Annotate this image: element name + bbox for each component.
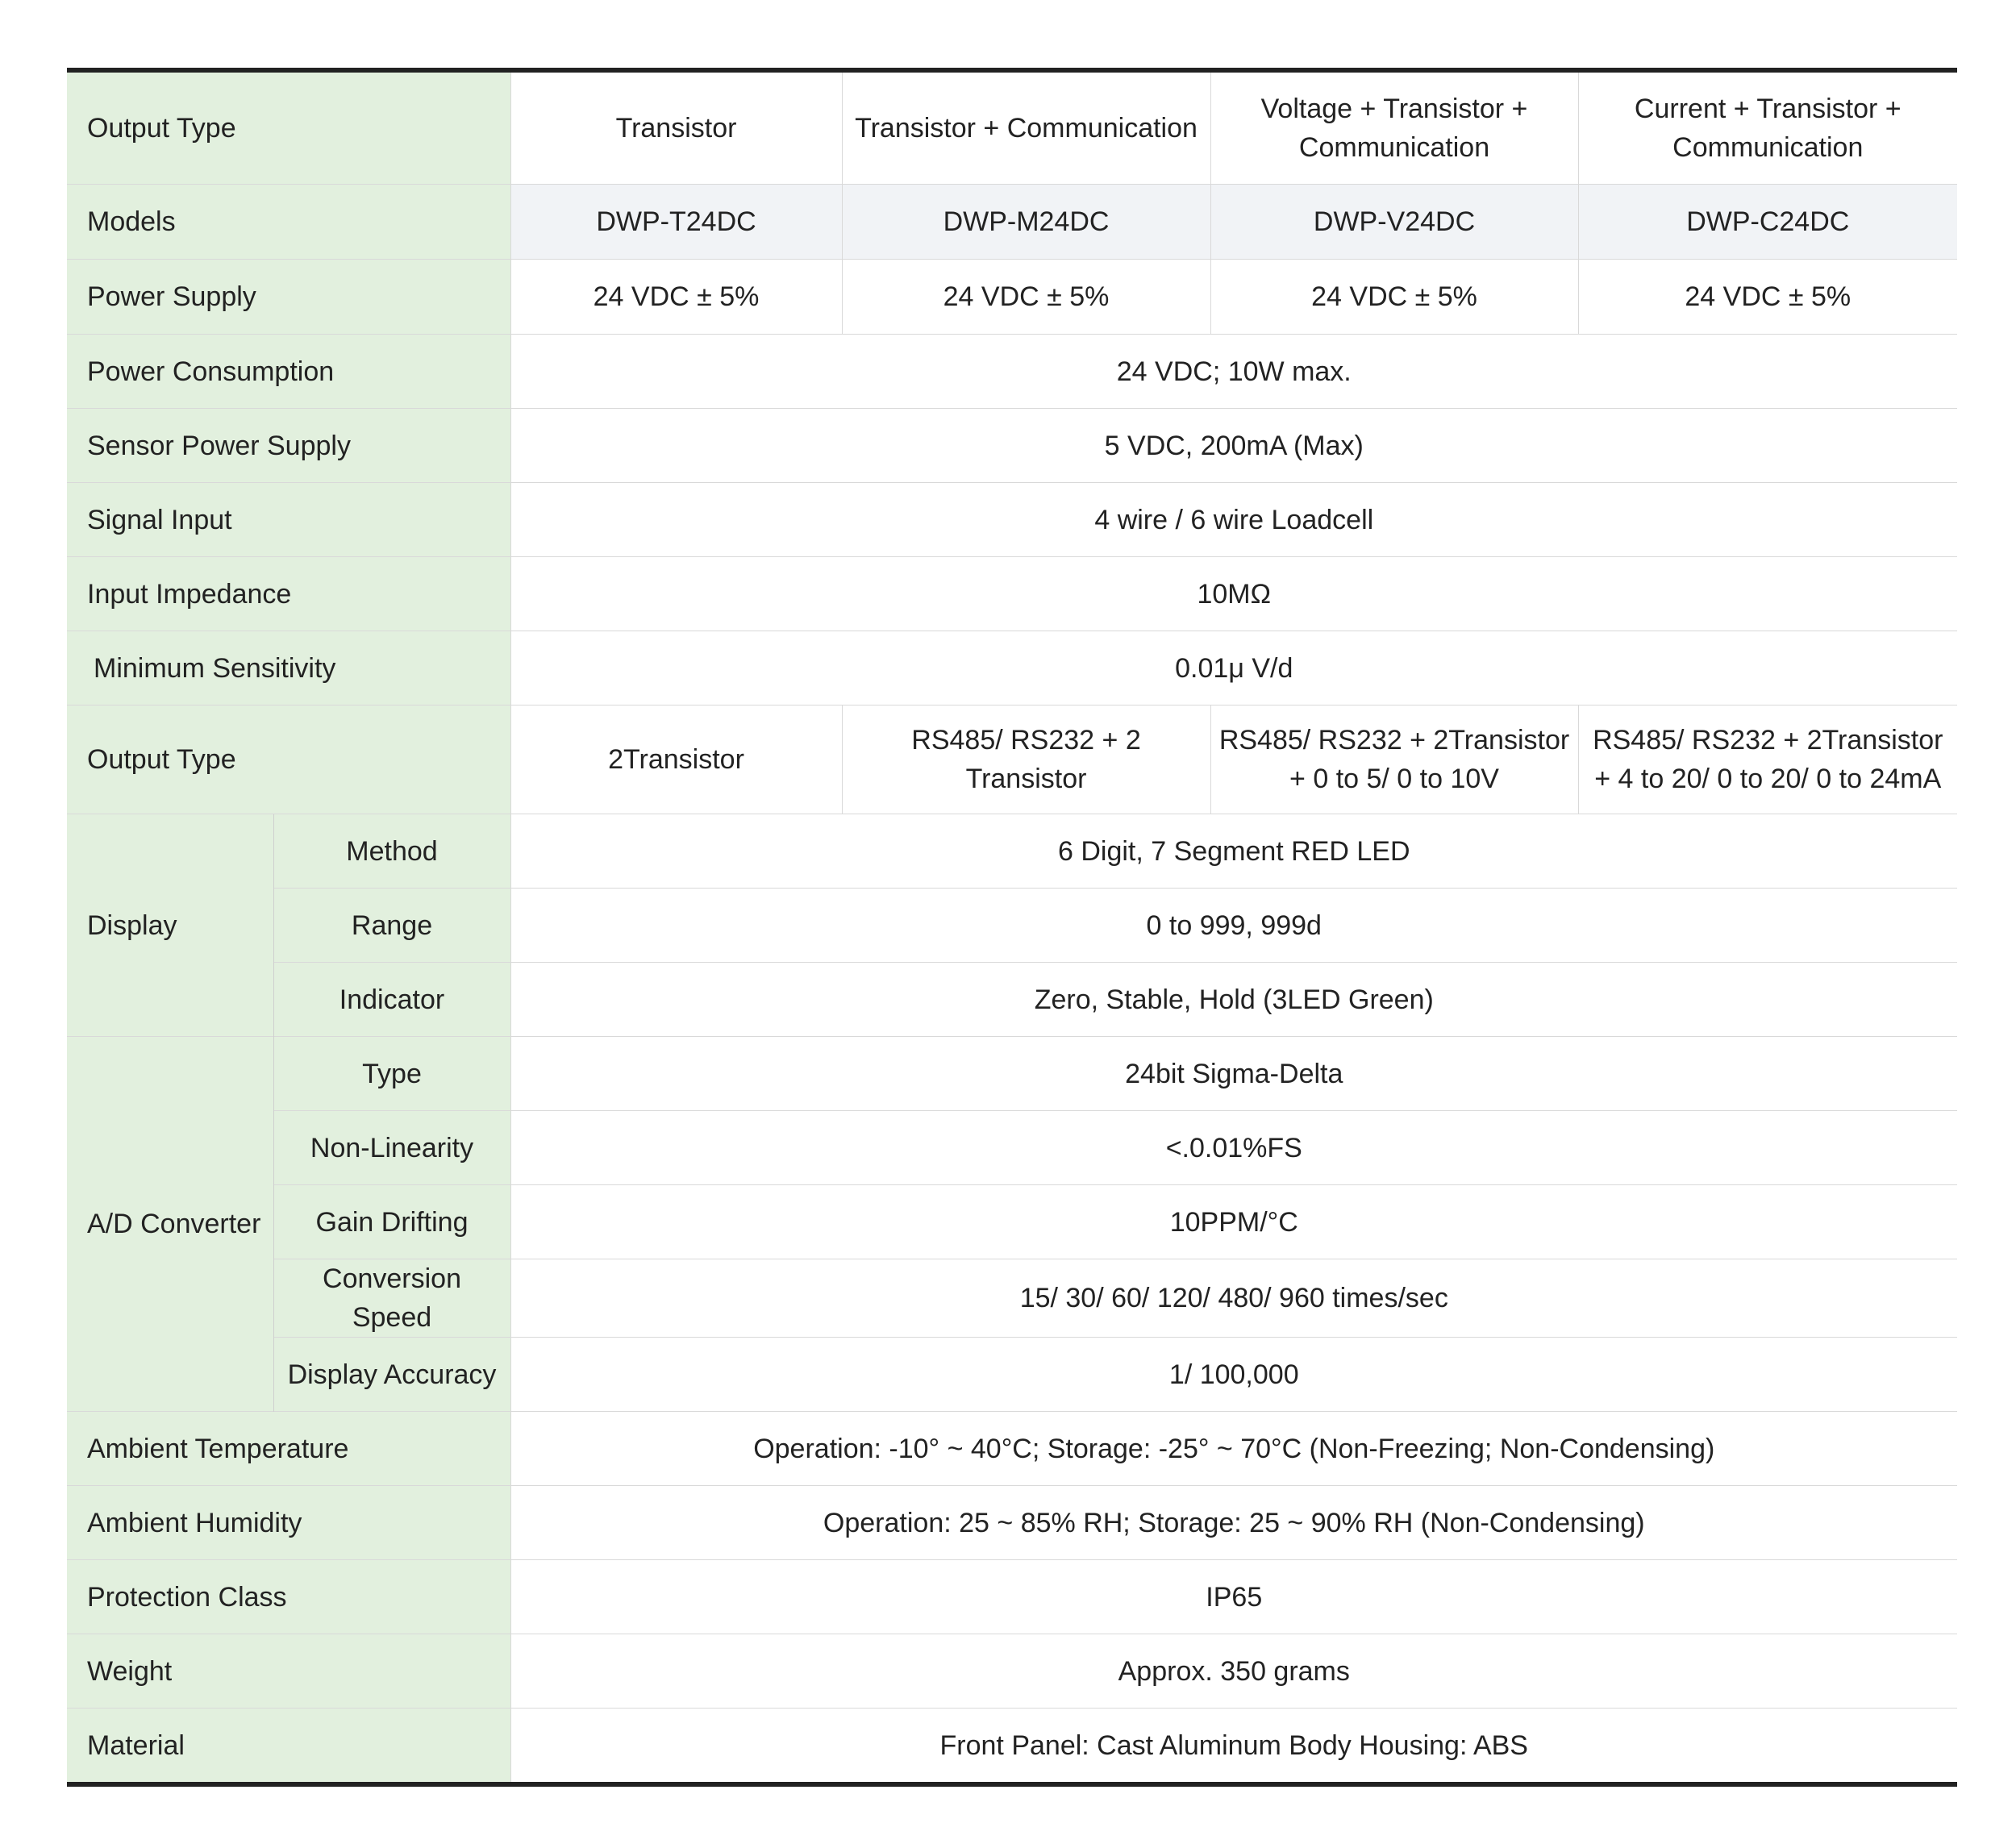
row-label: Minimum Sensitivity [67,631,510,705]
row-weight [67,1634,1957,1709]
value-cell: 24 VDC; 10W max. [510,335,1957,409]
value-cell: 24 VDC ± 5% [510,260,842,335]
value-cell: 0.01μ V/d [510,631,1957,705]
row-material [67,1709,1957,1785]
column-header: Transistor [510,70,842,185]
row-minimum-sensitivity [67,631,1957,705]
row-signal-input [67,483,1957,557]
column-header: Current + Transistor + Communication [1578,70,1957,185]
row-label: Ambient Temperature [67,1412,510,1486]
row-ad-type [67,1037,1957,1111]
row-label: Weight [67,1634,510,1709]
row-ad-non-linearity [67,1111,1957,1185]
row-input-impedance [67,557,1957,631]
row-ambient-temperature [67,1412,1957,1486]
sub-label: Type [273,1037,510,1111]
model-cell: DWP-C24DC [1578,185,1957,260]
value-cell: 24 VDC ± 5% [842,260,1210,335]
model-cell: DWP-V24DC [1210,185,1578,260]
value-cell: 10MΩ [510,557,1957,631]
row-label: Sensor Power Supply [67,409,510,483]
row-label: Output Type [67,705,510,814]
group-label-display: Display [67,814,273,1037]
sub-label: Display Accuracy [273,1338,510,1412]
spec-table [67,68,1957,1787]
value-cell: RS485/ RS232 + 2Transistor + 4 to 20/ 0 to 20/ 0 to 24mA [1578,705,1957,814]
model-cell: DWP-M24DC [842,185,1210,260]
row-display-range [67,889,1957,963]
row-display-method [67,814,1957,889]
value-cell: Operation: 25 ~ 85% RH; Storage: 25 ~ 90% RH (Non-Condensing) [510,1486,1957,1560]
column-header: Transistor + Communication [842,70,1210,185]
value-cell: 10PPM/°C [510,1185,1957,1259]
value-cell: 15/ 30/ 60/ 120/ 480/ 960 times/sec [510,1259,1957,1338]
row-label: Models [67,185,510,260]
sub-label: Method [273,814,510,889]
sub-label: Conversion Speed [273,1259,510,1338]
value-cell: 2Transistor [510,705,842,814]
value-cell: Approx. 350 grams [510,1634,1957,1709]
value-cell: IP65 [510,1560,1957,1634]
value-cell: 24bit Sigma-Delta [510,1037,1957,1111]
row-power-consumption [67,335,1957,409]
row-label: Material [67,1709,510,1785]
column-header: Voltage + Transistor + Communication [1210,70,1578,185]
value-cell: 6 Digit, 7 Segment RED LED [510,814,1957,889]
row-ambient-humidity [67,1486,1957,1560]
group-label-ad-converter: A/D Converter [67,1037,273,1412]
row-power-supply [67,260,1957,335]
row-label: Protection Class [67,1560,510,1634]
value-cell: <.0.01%FS [510,1111,1957,1185]
value-cell: 4 wire / 6 wire Loadcell [510,483,1957,557]
model-cell: DWP-T24DC [510,185,842,260]
row-label: Output Type [67,70,510,185]
row-output-type-header [67,70,1957,185]
row-label: Power Supply [67,260,510,335]
row-models [67,185,1957,260]
row-ad-conversion-speed [67,1259,1957,1338]
row-label: Signal Input [67,483,510,557]
value-cell: RS485/ RS232 + 2Transistor + 0 to 5/ 0 to 10V [1210,705,1578,814]
sub-label: Indicator [273,963,510,1037]
value-cell: RS485/ RS232 + 2 Transistor [842,705,1210,814]
value-cell: Operation: -10° ~ 40°C; Storage: -25° ~ 70°C (Non-Freezing; Non-Condensing) [510,1412,1957,1486]
value-cell: 1/ 100,000 [510,1338,1957,1412]
value-cell: Zero, Stable, Hold (3LED Green) [510,963,1957,1037]
sub-label: Gain Drifting [273,1185,510,1259]
value-cell: 0 to 999, 999d [510,889,1957,963]
value-cell: 24 VDC ± 5% [1210,260,1578,335]
value-cell: 5 VDC, 200mA (Max) [510,409,1957,483]
row-sensor-power-supply [67,409,1957,483]
sub-label: Non-Linearity [273,1111,510,1185]
row-output-type-detail [67,705,1957,814]
row-protection-class [67,1560,1957,1634]
row-label: Input Impedance [67,557,510,631]
row-display-indicator [67,963,1957,1037]
row-ad-gain-drifting [67,1185,1957,1259]
sub-label: Range [273,889,510,963]
row-label: Ambient Humidity [67,1486,510,1560]
value-cell: 24 VDC ± 5% [1578,260,1957,335]
value-cell: Front Panel: Cast Aluminum Body Housing: ABS [510,1709,1957,1785]
row-label: Power Consumption [67,335,510,409]
row-ad-display-accuracy [67,1338,1957,1412]
